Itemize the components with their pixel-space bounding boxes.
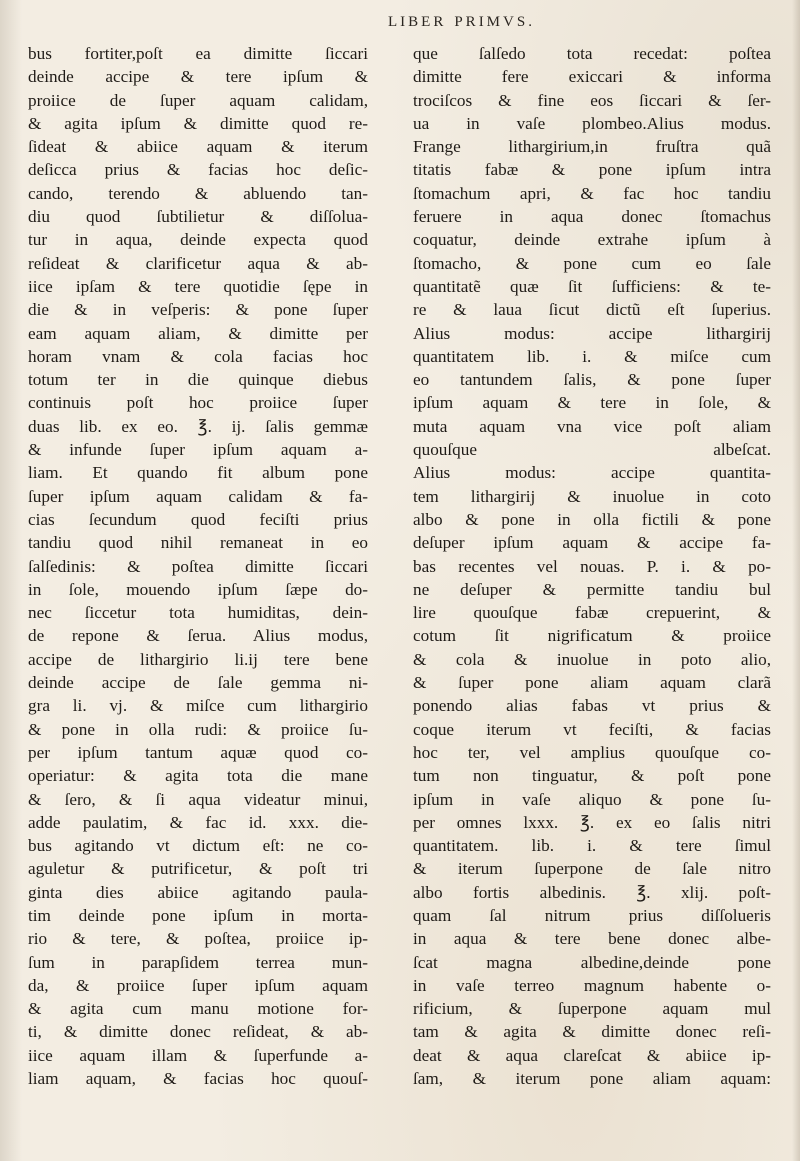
- text-line: aguletur & putrificetur, & poſt tri: [28, 859, 368, 879]
- running-head: [388, 14, 535, 31]
- text-line: ſideat & abiice aquam & iterum: [28, 137, 368, 157]
- running-head-right: PRIMVS.: [454, 14, 535, 30]
- text-line: re & laua ſicut dictũ eſt ſuperius.: [413, 300, 771, 320]
- page-edge: [792, 0, 800, 1161]
- text-line: & ſero, & ſi aqua videatur minui,: [28, 789, 368, 809]
- text-line: tum non tinguatur, & poſt pone: [413, 766, 771, 786]
- text-line: ſalſedinis: & poſtea dimitte ſiccari: [28, 556, 368, 576]
- text-line: da, & proiice ſuper ipſum aquam: [28, 975, 368, 995]
- text-line: deſicca prius & facias hoc deſic-: [28, 160, 368, 180]
- text-line: in vaſe terreo magnum habente o-: [413, 975, 771, 995]
- text-line: deinde accipe & tere ipſum &: [28, 67, 368, 87]
- text-line: Frange lithargirium,in fruſtra quã: [413, 137, 771, 157]
- right-text-column: [413, 42, 771, 1090]
- text-line: deinde accipe de ſale gemma ni-: [28, 673, 368, 693]
- text-line: in aqua & tere bene donec albe-: [413, 929, 771, 949]
- text-line: quouſque albeſcat.: [413, 440, 771, 460]
- text-line: & pone in olla rudi: & proiice ſu-: [28, 719, 368, 739]
- text-line: quantitatẽ quæ ſit ſufficiens: & te-: [413, 276, 771, 296]
- text-line: eam aquam aliam, & dimitte per: [28, 323, 368, 343]
- text-line: & iterum ſuperpone de ſale nitro: [413, 859, 771, 879]
- text-line: in ſole, mouendo ipſum ſæpe do-: [28, 579, 368, 599]
- text-line: nec ſiccetur tota humiditas, dein-: [28, 603, 368, 623]
- text-line: de repone & ſerua. Alius modus,: [28, 626, 368, 646]
- text-line: tam & agita & dimitte donec reſi-: [413, 1022, 771, 1042]
- text-line: hoc ter, vel amplius quouſque co-: [413, 742, 771, 762]
- text-line: Alius modus: accipe lithargirij: [413, 323, 771, 343]
- text-line: & ſuper pone aliam aquam clarã: [413, 673, 771, 693]
- text-line: rificium, & ſuperpone aquam mul: [413, 999, 771, 1019]
- text-line: & agita ipſum & dimitte quod re-: [28, 113, 368, 133]
- text-line: tur in aqua, deinde expecta quod: [28, 230, 368, 250]
- text-line: ſcat magna albedine,deinde pone: [413, 952, 771, 972]
- running-head-left: LIBER: [388, 14, 447, 30]
- text-line: quantitatem lib. i. & miſce cum: [413, 346, 771, 366]
- text-line: tandiu quod nihil remaneat in eo: [28, 533, 368, 553]
- text-line: ſuper ipſum aquam calidam & fa-: [28, 486, 368, 506]
- text-line: deat & aqua clareſcat & abiice ip-: [413, 1045, 771, 1065]
- text-line: ne deſuper & permitte tandiu bul: [413, 579, 771, 599]
- text-line: & agita cum manu motione for-: [28, 999, 368, 1019]
- text-line: eo tantundem ſalis, & pone ſuper: [413, 370, 771, 390]
- text-line: ſtomachum apri, & fac hoc tandiu: [413, 183, 771, 203]
- text-line: operiatur: & agita tota die mane: [28, 766, 368, 786]
- text-line: ipſum in vaſe aliquo & pone ſu-: [413, 789, 771, 809]
- left-text-column: [28, 42, 368, 1090]
- text-line: bus fortiter,poſt ea dimitte ſiccari: [28, 44, 368, 63]
- text-line: muta aquam vna vice poſt aliam: [413, 416, 771, 436]
- text-line: albo & pone in olla fictili & pone: [413, 509, 771, 529]
- text-line: trociſcos & fine eos ſiccari & ſer-: [413, 90, 771, 110]
- text-line: ſum in parapſidem terrea mun-: [28, 952, 368, 972]
- text-line: ti, & dimitte donec reſideat, & ab-: [28, 1022, 368, 1042]
- text-line: que ſalſedo tota recedat: poſtea: [413, 44, 771, 63]
- text-line: quantitatem. lib. i. & tere ſimul: [413, 836, 771, 856]
- text-line: horam vnam & cola facias hoc: [28, 346, 368, 366]
- text-line: tim deinde pone ipſum in morta-: [28, 905, 368, 925]
- text-line: adde paulatim, & fac id. xxx. die-: [28, 812, 368, 832]
- text-line: quam ſal nitrum prius diſſolueris: [413, 905, 771, 925]
- text-line: feruere in aqua donec ſtomachus: [413, 207, 771, 227]
- text-line: reſideat & clarificetur aqua & ab-: [28, 253, 368, 273]
- text-line: rio & tere, & poſtea, proiice ip-: [28, 929, 368, 949]
- text-line: cando, terendo & abluendo tan-: [28, 183, 368, 203]
- text-line: ginta dies abiice agitando paula-: [28, 882, 368, 902]
- text-line: liam aquam, & facias hoc quouſ-: [28, 1069, 368, 1089]
- text-line: die & in veſperis: & pone ſuper: [28, 300, 368, 320]
- text-line: ponendo alias fabas vt prius &: [413, 696, 771, 716]
- text-line: cias ſecundum quod feciſti prius: [28, 509, 368, 529]
- text-line: ſam, & iterum pone aliam aquam:: [413, 1069, 771, 1089]
- text-line: duas lib. ex eo. ℥. ij. ſalis gemmæ: [28, 416, 368, 436]
- text-line: & cola & inuolue in poto alio,: [413, 649, 771, 669]
- text-line: iice aquam illam & ſuperfunde a-: [28, 1045, 368, 1065]
- text-line: & infunde ſuper ipſum aquam a-: [28, 440, 368, 460]
- text-line: totum ter in die quinque diebus: [28, 370, 368, 390]
- text-line: ſtomacho, & pone cum eo ſale: [413, 253, 771, 273]
- text-line: coque iterum vt feciſti, & facias: [413, 719, 771, 739]
- text-line: Alius modus: accipe quantita-: [413, 463, 771, 483]
- text-line: titatis fabæ & pone ipſum intra: [413, 160, 771, 180]
- text-line: dimitte fere exiccari & informa: [413, 67, 771, 87]
- text-line: continuis poſt hoc proiice ſuper: [28, 393, 368, 413]
- text-line: ua in vaſe plombeo.Alius modus.: [413, 113, 771, 133]
- text-line: bus agitando vt dictum eſt: ne co-: [28, 836, 368, 856]
- text-line: liam. Et quando fit album pone: [28, 463, 368, 483]
- text-line: iice ipſam & tere quotidie ſępe in: [28, 276, 368, 296]
- text-line: gra li. vj. & miſce cum lithargirio: [28, 696, 368, 716]
- text-line: diu quod ſubtilietur & diſſolua-: [28, 207, 368, 227]
- text-line: ipſum aquam & tere in ſole, &: [413, 393, 771, 413]
- text-line: per ipſum tantum aquæ quod co-: [28, 742, 368, 762]
- text-line: tem lithargirij & inuolue in coto: [413, 486, 771, 506]
- text-line: deſuper ipſum aquam & accipe fa-: [413, 533, 771, 553]
- text-line: accipe de lithargirio li.ij tere bene: [28, 649, 368, 669]
- text-line: proiice de ſuper aquam calidam,: [28, 90, 368, 110]
- text-line: albo fortis albedinis. ℥. xlij. poſt-: [413, 882, 771, 902]
- text-line: lire quouſque fabæ crepuerint, &: [413, 603, 771, 623]
- text-line: bas recentes vel nouas. P. i. & po-: [413, 556, 771, 576]
- gutter-shadow: [0, 0, 22, 1161]
- text-line: per omnes lxxx. ℥. ex eo ſalis nitri: [413, 812, 771, 832]
- text-line: coquatur, deinde extrahe ipſum à: [413, 230, 771, 250]
- text-line: cotum ſit nigrificatum & proiice: [413, 626, 771, 646]
